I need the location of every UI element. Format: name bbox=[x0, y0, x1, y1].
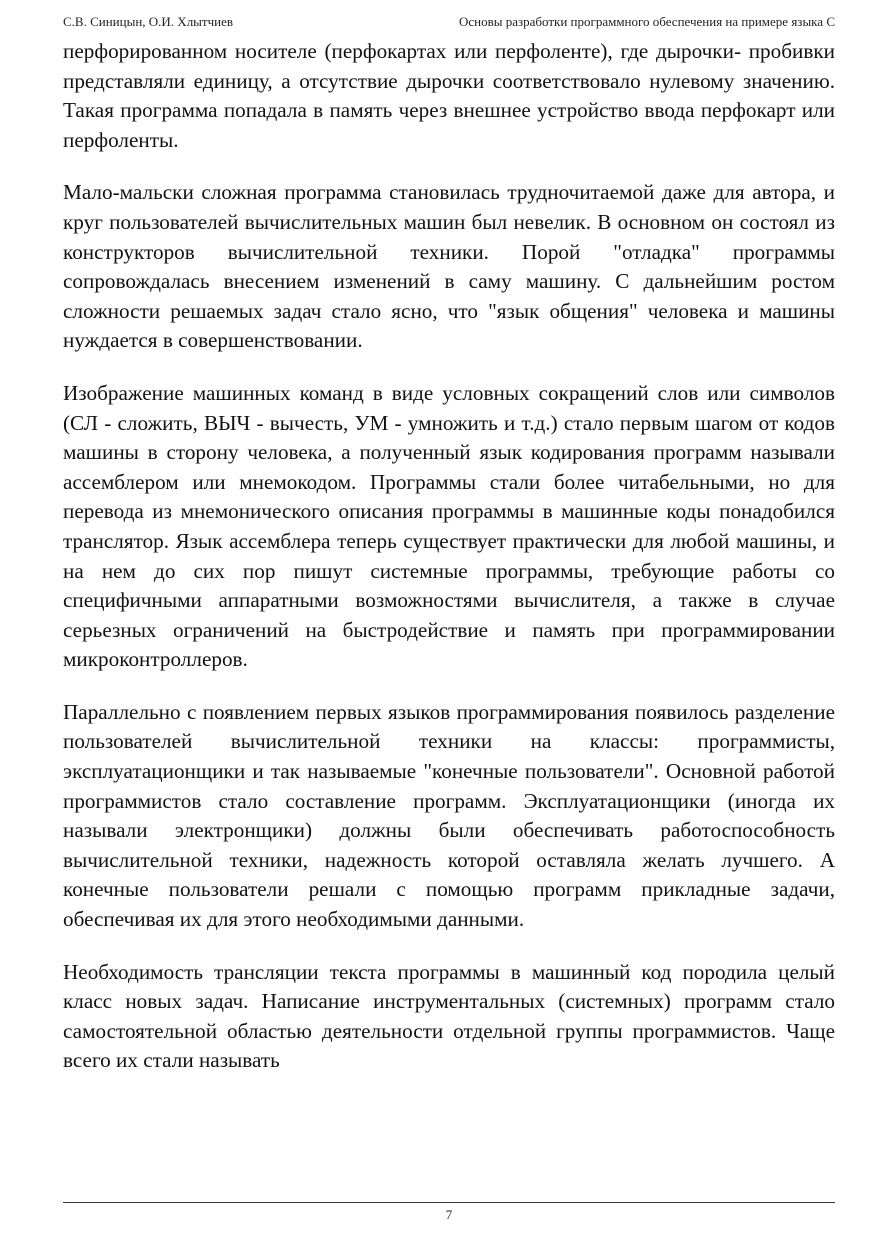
header-authors: С.В. Синицын, О.И. Хлытчиев bbox=[63, 14, 234, 29]
paragraph-translation: Необходимость трансляции текста программы в машинный код породила целый класс новых задач. Написание инструментальных (системных) программ стало самостоятельной областью деятельности отдельной группы программистов. Чаще всего их стали называть bbox=[63, 959, 835, 1073]
paragraph-early-programs: Мало-мальски сложная программа становилась трудночитаемой даже для автора, и круг пользователей вычислительных машин был невелик. В основном он состоял из конструкторов вычислительной техники. Порой "отладка" программы сопровождалась внесением изменений в саму машину. С дальнейшим ростом сложности решаемых задач стало ясно, что "язык общения" человека и машины нуждается в совершенствовании. bbox=[63, 180, 835, 353]
running-header bbox=[63, 12, 835, 32]
paragraph-continuation: перфорированном носителе (перфокартах или перфоленте), где дырочки- пробивки представляли единицу, а отсутствие дырочки соответствовало нулевому значению. Такая программа попадала в память через внешнее устройство ввода перфокарт или перфоленты. bbox=[63, 39, 835, 152]
page-number: 7 bbox=[445, 1207, 453, 1222]
paragraph-assembler: Изображение машинных команд в виде условных сокращений слов или символов (СЛ - сложить, ВЫЧ - вычесть, УМ - умножить и т.д.) стало первым шагом от кодов машины в сторону человека, а полученный язык кодирования программ называли ассемблером или мнемокодом. Программы стали более читабельными, но для перевода из мнемонического описания программы в машинные коды понадобился транслятор. Язык ассемблера теперь существует практически для любой машины, и на нем до сих пор пишут системные программы, требующие работы со специфичными аппаратными возможностями вычислителя, а также в случае серьезных ограничений на быстродействие и память при программировании микроконтроллеров. bbox=[63, 380, 835, 672]
footer-divider bbox=[63, 1202, 835, 1203]
paragraph-user-classes: Параллельно с появлением первых языков программирования появилось разделение пользователей вычислительной техники на классы: программисты, эксплуатационщики и так называемые "конечные пользователи". Основной работой программистов стало составление программ. Эксплуатационщики (иногда их называли электронщики) должны были обеспечивать работоспособность вычислительной техники, надежность которой оставляла желать лучшего. А конечные пользователи решали с помощью программ прикладные задачи, обеспечивая их для этого необходимыми данными. bbox=[63, 699, 835, 932]
body-text bbox=[63, 37, 835, 1099]
header-book-title: Основы разработки программного обеспечения на примере языка С bbox=[458, 14, 835, 29]
